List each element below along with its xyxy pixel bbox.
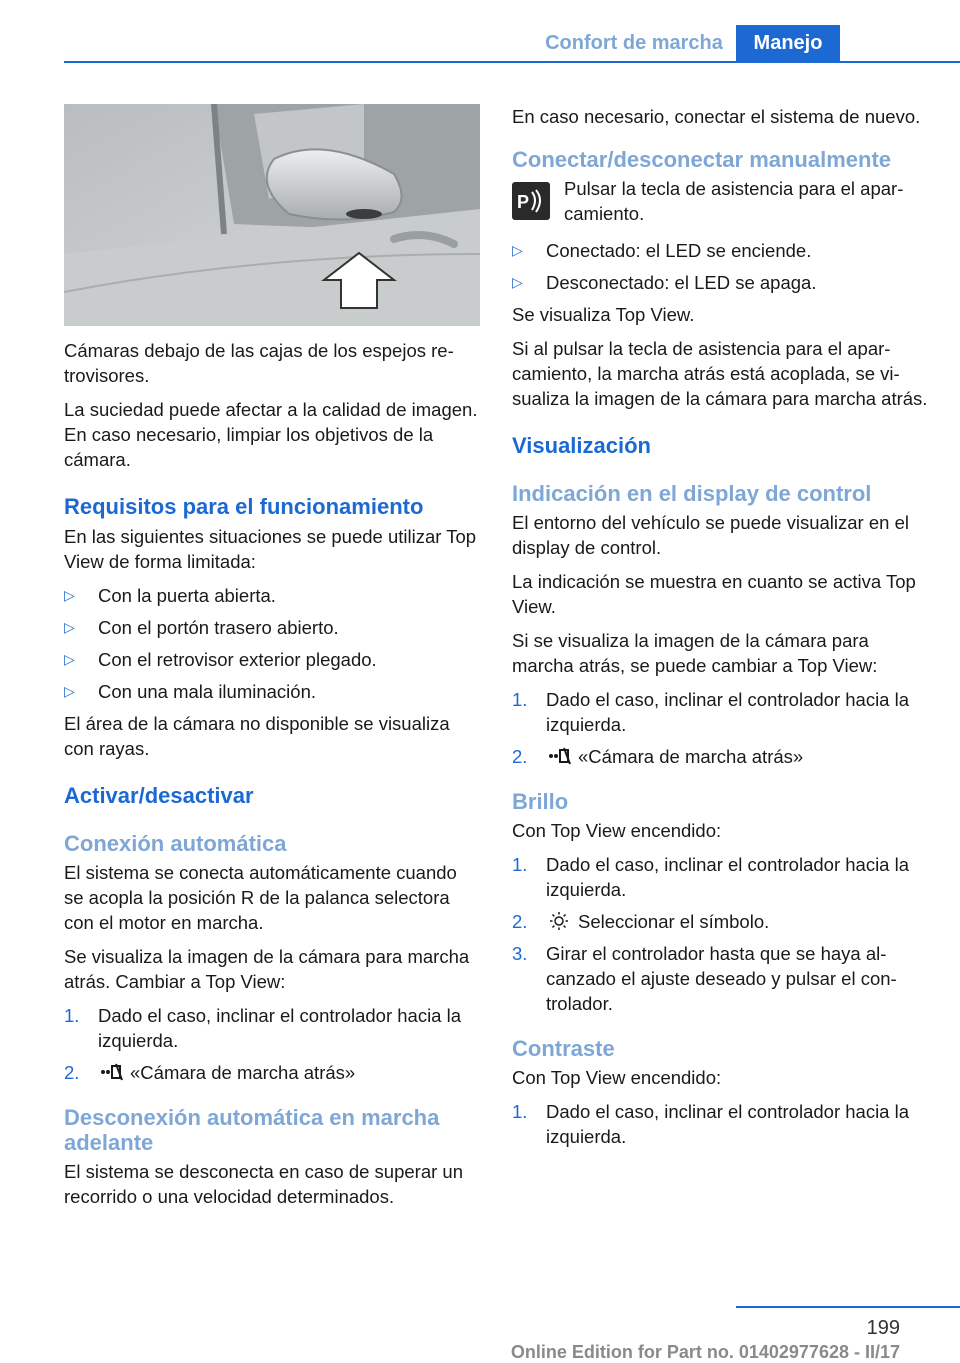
requirements-intro: En las siguientes situaciones se puede utilizar Top View de forma limitada:: [64, 526, 477, 572]
list-item: [512, 744, 932, 769]
auto-disconnect-text: El sistema se desconecta en caso de superar un recorrido o una velocidad determinados.: [64, 1161, 464, 1207]
right-column: [512, 104, 932, 1156]
list-item: [512, 941, 932, 1016]
contrast-heading: Contraste: [512, 1036, 615, 1061]
dirt-note: La suciedad puede afectar a la calidad de imagen. En caso necesario, limpiar los objetivos de la cámara.: [64, 399, 478, 470]
topview-shown-text: Se visualiza Top View.: [512, 304, 695, 325]
step-number: 1.: [512, 689, 528, 710]
step-number: 1.: [512, 854, 528, 875]
list-item-text: Conectado: el LED se enciende.: [546, 240, 812, 261]
list-item-text: Seleccionar el símbolo.: [578, 911, 770, 932]
car-mirror-illustration: [64, 104, 480, 326]
indication-steps: [512, 687, 932, 769]
list-item: [64, 647, 480, 672]
list-item: [512, 852, 932, 902]
list-item-text: Dado el caso, inclinar el controlador hacia la izquierda.: [546, 689, 910, 735]
bullet-marker: ▷: [512, 274, 523, 290]
bullet-marker: ▷: [64, 587, 75, 603]
manual-heading: Conectar/desconectar manualmente: [512, 147, 892, 172]
contrast-steps: [512, 1099, 932, 1149]
brightness-steps: [512, 852, 932, 1016]
list-item-text: Con el portón trasero abierto.: [98, 617, 339, 638]
section-tab: Confort de marcha: [545, 31, 723, 54]
list-item: [512, 687, 932, 737]
list-item: [64, 679, 480, 704]
brightness-intro: Con Top View encendido:: [512, 820, 722, 841]
list-item-text: «Cámara de marcha atrás»: [578, 746, 804, 767]
left-column: [64, 104, 480, 1218]
auto-connect-heading: Conexión automática: [64, 831, 287, 856]
list-item: [64, 1003, 480, 1053]
list-item-text: Dado el caso, inclinar el controlador hacia la izquierda.: [98, 1005, 462, 1051]
brightness-icon: [546, 911, 572, 931]
auto-connect-text-2: Se visualiza la imagen de la cámara para marcha atrás. Cambiar a Top View:: [64, 946, 470, 992]
auto-disconnect-heading: Desconexión automática en marcha adelante: [64, 1105, 440, 1155]
requirements-list: [64, 583, 480, 704]
manual-list: [512, 238, 932, 295]
list-item-text: Dado el caso, inclinar el controlador hacia la izquierda.: [546, 854, 910, 900]
photo-caption: Cámaras debajo de las cajas de los espejos retrovisores.: [64, 340, 454, 386]
bullet-marker: ▷: [64, 683, 75, 699]
activate-heading: Activar/desactivar: [64, 783, 254, 808]
list-item: [64, 583, 480, 608]
mirror-camera-photo: [64, 104, 480, 326]
list-item: [64, 1060, 480, 1085]
display-heading: Visualización: [512, 433, 651, 458]
indication-heading: Indicación en el display de control: [512, 481, 872, 506]
svg-text:P: P: [517, 192, 530, 212]
bullet-marker: ▷: [64, 619, 75, 635]
requirements-heading: Requisitos para el funcionamiento: [64, 494, 424, 519]
step-number: 1.: [64, 1005, 80, 1026]
bullet-marker: ▷: [512, 242, 523, 258]
chapter-tab: Manejo: [736, 25, 840, 61]
auto-connect-text: El sistema se conecta automáticamente cuando se acopla la posición R de la palanca selectora con el motor en marcha.: [64, 862, 457, 933]
list-item-text: Girar el controlador hasta que se haya alcanzado el ajuste deseado y pulsar el controlador.: [546, 943, 897, 1014]
manual-text: Pulsar la tecla de asistencia para el aparcamiento.: [564, 178, 904, 224]
list-item-text: Con el retrovisor exterior plegado.: [98, 649, 377, 670]
rear-camera-icon: [546, 746, 572, 766]
manual-instruction: [512, 176, 932, 226]
step-number: 2.: [512, 911, 528, 932]
requirements-note: El área de la cámara no disponible se visualiza con rayas.: [64, 713, 450, 759]
list-item: [512, 909, 932, 934]
contrast-intro: Con Top View encendido:: [512, 1067, 722, 1088]
step-number: 2.: [64, 1062, 80, 1083]
indication-text-2: La indicación se muestra en cuanto se activa Top View.: [512, 571, 916, 617]
indication-text-1: El entorno del vehículo se puede visualizar en el display de control.: [512, 512, 909, 558]
list-item: [64, 615, 480, 640]
page-number: 199: [866, 1317, 900, 1339]
reconnect-text: En caso necesario, conectar el sistema de nuevo.: [512, 106, 921, 127]
list-item: [512, 270, 932, 295]
bullet-marker: ▷: [64, 651, 75, 667]
brightness-heading: Brillo: [512, 789, 569, 814]
rear-camera-icon: [98, 1062, 124, 1082]
reverse-note: Si al pulsar la tecla de asistencia para el aparcamiento, la marcha atrás está acoplada, se visualiza la imagen de la cámara para marcha atrás.: [512, 338, 928, 409]
list-item-text: Desconectado: el LED se apaga.: [546, 272, 817, 293]
step-number: 2.: [512, 746, 528, 767]
auto-connect-steps: [64, 1003, 480, 1085]
parking-assistant-button-icon: [512, 182, 550, 220]
step-number: 1.: [512, 1101, 528, 1122]
indication-text-3: Si se visualiza la imagen de la cámara para marcha atrás, se puede cambiar a Top View:: [512, 630, 878, 676]
edition-note: Online Edition for Part no. 01402977628 - II/17: [510, 1342, 900, 1362]
list-item: [512, 1099, 932, 1149]
step-number: 3.: [512, 943, 528, 964]
list-item-text: «Cámara de marcha atrás»: [130, 1062, 356, 1083]
page-header: [0, 0, 960, 64]
list-item-text: Con una mala iluminación.: [98, 681, 317, 702]
header-rule: [64, 61, 960, 63]
footer-rule: [736, 1306, 960, 1308]
list-item-text: Con la puerta abierta.: [98, 585, 276, 606]
list-item: [512, 238, 932, 263]
list-item-text: Dado el caso, inclinar el controlador hacia la izquierda.: [546, 1101, 910, 1147]
